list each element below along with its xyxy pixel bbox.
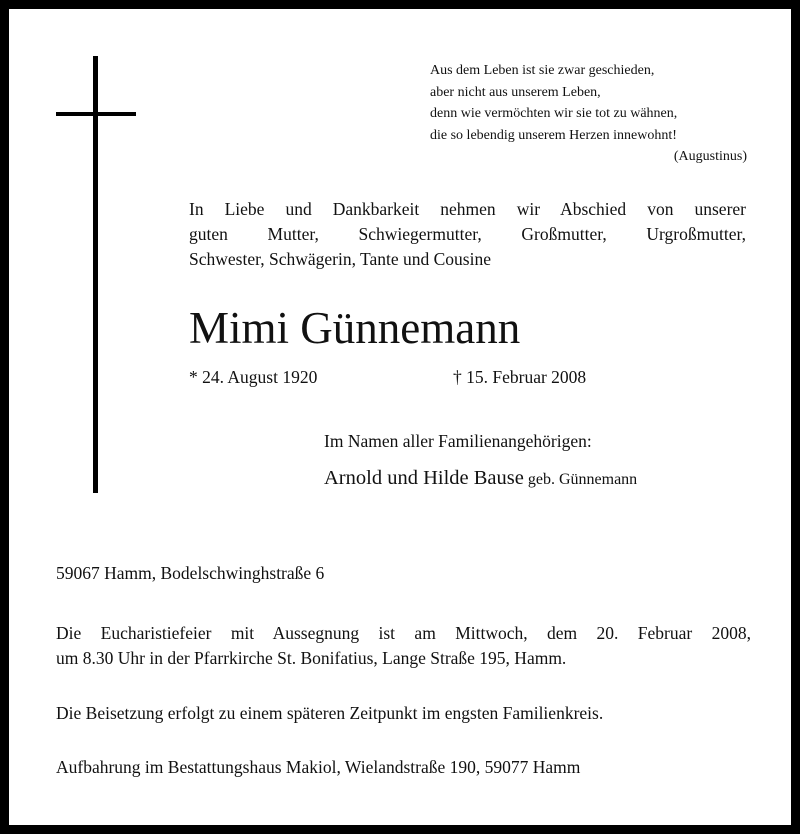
intro-line: Schwester, Schwägerin, Tante und Cousine <box>189 249 491 269</box>
laying-out-note: Aufbahrung im Bestattungshaus Makiol, Wielandstraße 190, 59077 Hamm <box>56 757 581 777</box>
family-names: Arnold und Hilde Bause <box>324 467 524 489</box>
cross-horizontal-bar <box>56 112 136 116</box>
death-date: † 15. Februar 2008 <box>453 367 587 387</box>
burial-note: Die Beisetzung erfolgt zu einem späteren Zeitpunkt im engsten Familienkreis. <box>56 703 604 723</box>
cross-vertical-bar <box>93 56 98 493</box>
quote-line: Aus dem Leben ist sie zwar geschieden, <box>430 63 655 78</box>
quote-author: (Augustinus) <box>673 149 747 164</box>
family-intro: Im Namen aller Familienangehörigen: <box>324 431 592 451</box>
mass-announcement <box>56 621 751 671</box>
memorial-quote <box>430 60 760 168</box>
mass-line: um 8.30 Uhr in der Pfarrkirche St. Bonifatius, Lange Straße 195, Hamm. <box>56 648 567 668</box>
quote-line: denn wie vermöchten wir sie tot zu wähnen, <box>430 106 678 121</box>
family-address: 59067 Hamm, Bodelschwinghstraße 6 <box>56 563 325 583</box>
family-signature <box>324 467 637 490</box>
quote-line: aber nicht aus unserem Leben, <box>430 84 601 100</box>
mass-line: Die Eucharistiefeier mit Aussegnung ist am Mittwoch, dem 20. Februar 2008, <box>56 623 751 643</box>
quote-line: die so lebendig unserem Herzen innewohnt! <box>430 127 677 143</box>
deceased-name: Mimi Günnemann <box>189 303 521 353</box>
birth-date: * 24. August 1920 <box>189 367 318 387</box>
intro-line: In Liebe und Dankbarkeit nehmen wir Abschied von unserer <box>189 199 746 219</box>
intro-text <box>189 197 746 272</box>
intro-line: guten Mutter, Schwiegermutter, Großmutter, Urgroßmutter, <box>189 224 746 244</box>
maiden-name-note: geb. Günnemann <box>527 471 638 488</box>
